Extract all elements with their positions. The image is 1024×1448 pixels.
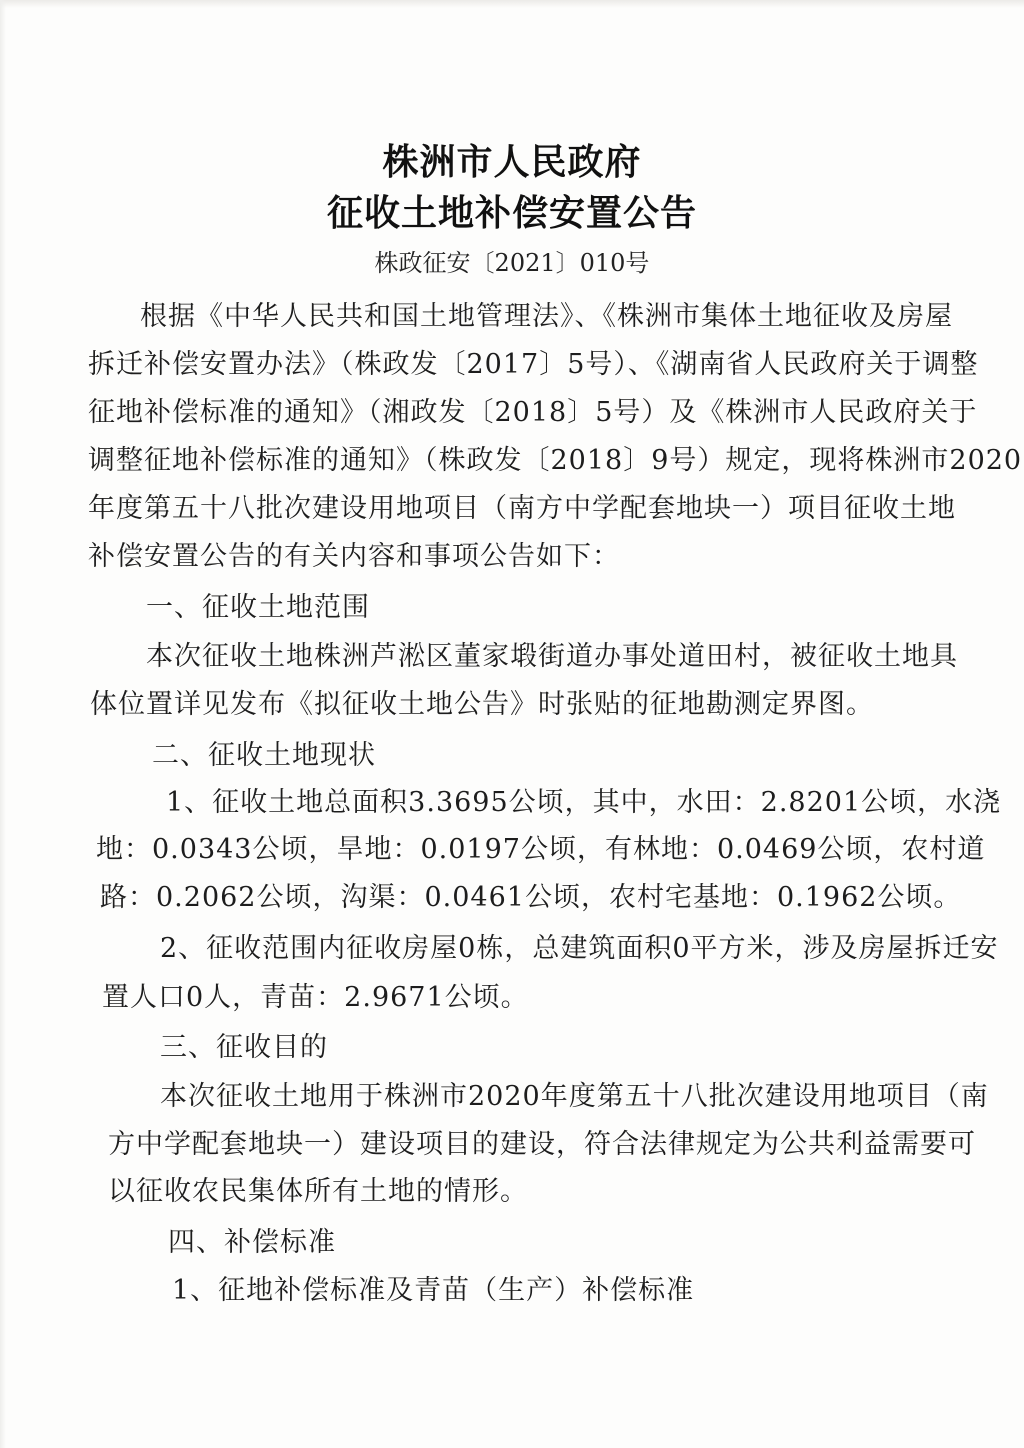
body-line-12: 2、征收范围内征收房屋0栋，总建筑面积0平方米，涉及房屋拆迁安	[160, 933, 999, 964]
body-line-6: 补偿安置公告的有关内容和事项公告如下：	[88, 541, 620, 572]
section-heading-2: 二、征收土地现状	[152, 740, 376, 771]
body-line-13: 置人口0人，青苗：2.9671公顷。	[102, 982, 529, 1013]
body-line-4: 调整征地补偿标准的通知》（株政发〔2018〕9号）规定，现将株洲市2020	[88, 445, 1023, 476]
body-line-7: 本次征收土地株洲芦淞区董家塅街道办事处道田村，被征收土地具	[146, 641, 958, 672]
body-line-9: 1、征收土地总面积3.3695公顷，其中，水田：2.8201公顷，水浇	[166, 787, 1002, 818]
body-line-10: 地：0.0343公顷，旱地：0.0197公顷，有林地：0.0469公顷，农村道	[96, 834, 986, 865]
document-title-line-1: 株洲市人民政府	[382, 142, 642, 183]
body-line-17: 1、征地补偿标准及青苗（生产）补偿标准	[172, 1275, 695, 1306]
document-number: 株政征安〔2021〕010号	[374, 249, 650, 277]
body-line-16: 以征收农民集体所有土地的情形。	[108, 1176, 528, 1207]
body-line-14: 本次征收土地用于株洲市2020年度第五十八批次建设用地项目（南	[160, 1081, 989, 1112]
document-title-line-2: 征收土地补偿安置公告	[326, 193, 697, 234]
body-line-15: 方中学配套地块一）建设项目的建设，符合法律规定为公共利益需要可	[108, 1129, 976, 1160]
body-line-1: 根据《中华人民共和国土地管理法》、《株洲市集体土地征收及房屋	[140, 301, 953, 332]
body-line-2: 拆迁补偿安置办法》（株政发〔2017〕5号）、《湖南省人民政府关于调整	[88, 349, 979, 380]
section-heading-1: 一、征收土地范围	[146, 592, 370, 623]
section-heading-3: 三、征收目的	[160, 1032, 328, 1063]
body-line-5: 年度第五十八批次建设用地项目（南方中学配套地块一）项目征收土地	[88, 493, 956, 524]
body-line-11: 路：0.2062公顷，沟渠：0.0461公顷，农村宅基地：0.1962公顷。	[100, 882, 962, 913]
section-heading-4: 四、补偿标准	[168, 1227, 336, 1258]
body-line-8: 体位置详见发布《拟征收土地公告》时张贴的征地勘测定界图。	[90, 689, 874, 720]
scan-shadow-top	[0, 0, 1024, 8]
body-line-3: 征地补偿标准的通知》（湘政发〔2018〕5号）及《株洲市人民政府关于	[88, 397, 978, 428]
